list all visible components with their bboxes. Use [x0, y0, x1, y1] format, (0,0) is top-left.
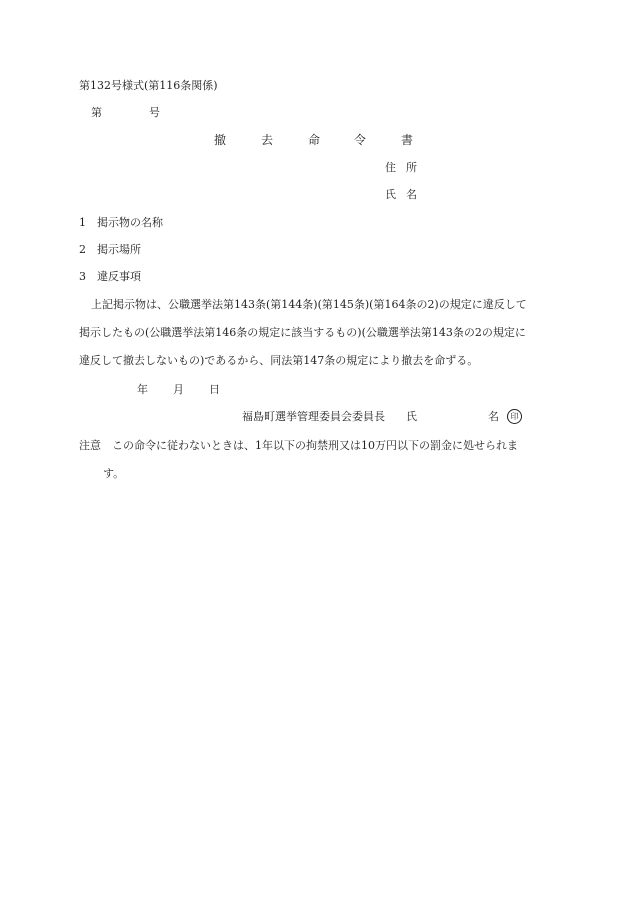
date-hi: 日: [209, 383, 220, 396]
item-3: 3 違反事項: [79, 270, 141, 283]
date-nen: 年: [137, 383, 148, 396]
date-tsuki: 月: [173, 383, 184, 396]
date-line: [137, 383, 220, 396]
title-char-3: 命: [308, 133, 321, 147]
issuer-mei: 名: [488, 410, 499, 423]
number-dai: 第: [91, 106, 102, 119]
name-shi: 氏: [385, 188, 396, 201]
title-char-4: 令: [354, 133, 367, 147]
address-label: [385, 161, 417, 174]
issuer-line: [242, 410, 519, 423]
title-char-5: 書: [401, 133, 414, 147]
item-2: 2 掲示場所: [79, 243, 141, 256]
issuer-shi: 氏: [406, 410, 417, 423]
body-line-2: 掲示したもの(公職選挙法第146条の規定に該当するもの)(公職選挙法第143条の2の規定に: [79, 326, 526, 339]
body-line-3: 違反して撤去しないもの)であるから、同法第147条の規定により撤去を命ずる。: [79, 354, 479, 367]
item-1: 1 掲示物の名称: [79, 216, 163, 229]
address-sho: 所: [406, 161, 417, 174]
number-go: 号: [149, 106, 160, 119]
form-header: 第132号様式(第116条関係): [79, 79, 218, 92]
title-char-1: 撤: [214, 133, 227, 147]
note-line-1: 注意 この命令に従わないときは、1年以下の拘禁刑又は10万円以下の罰金に処せられま: [79, 439, 518, 452]
address-ju: 住: [385, 161, 396, 174]
seal-mark: 印: [507, 409, 522, 424]
note-line-2: す。: [103, 467, 125, 480]
body-line-1: 上記掲示物は、公職選挙法第143条(第144条)(第145条)(第164条の2)の規定に違反して: [91, 298, 527, 311]
title-char-2: 去: [261, 133, 274, 147]
name-mei: 名: [406, 188, 417, 201]
number-line: [91, 106, 160, 119]
issuer-org: 福島町選挙管理委員会委員長: [242, 410, 385, 423]
name-label: [385, 188, 417, 201]
